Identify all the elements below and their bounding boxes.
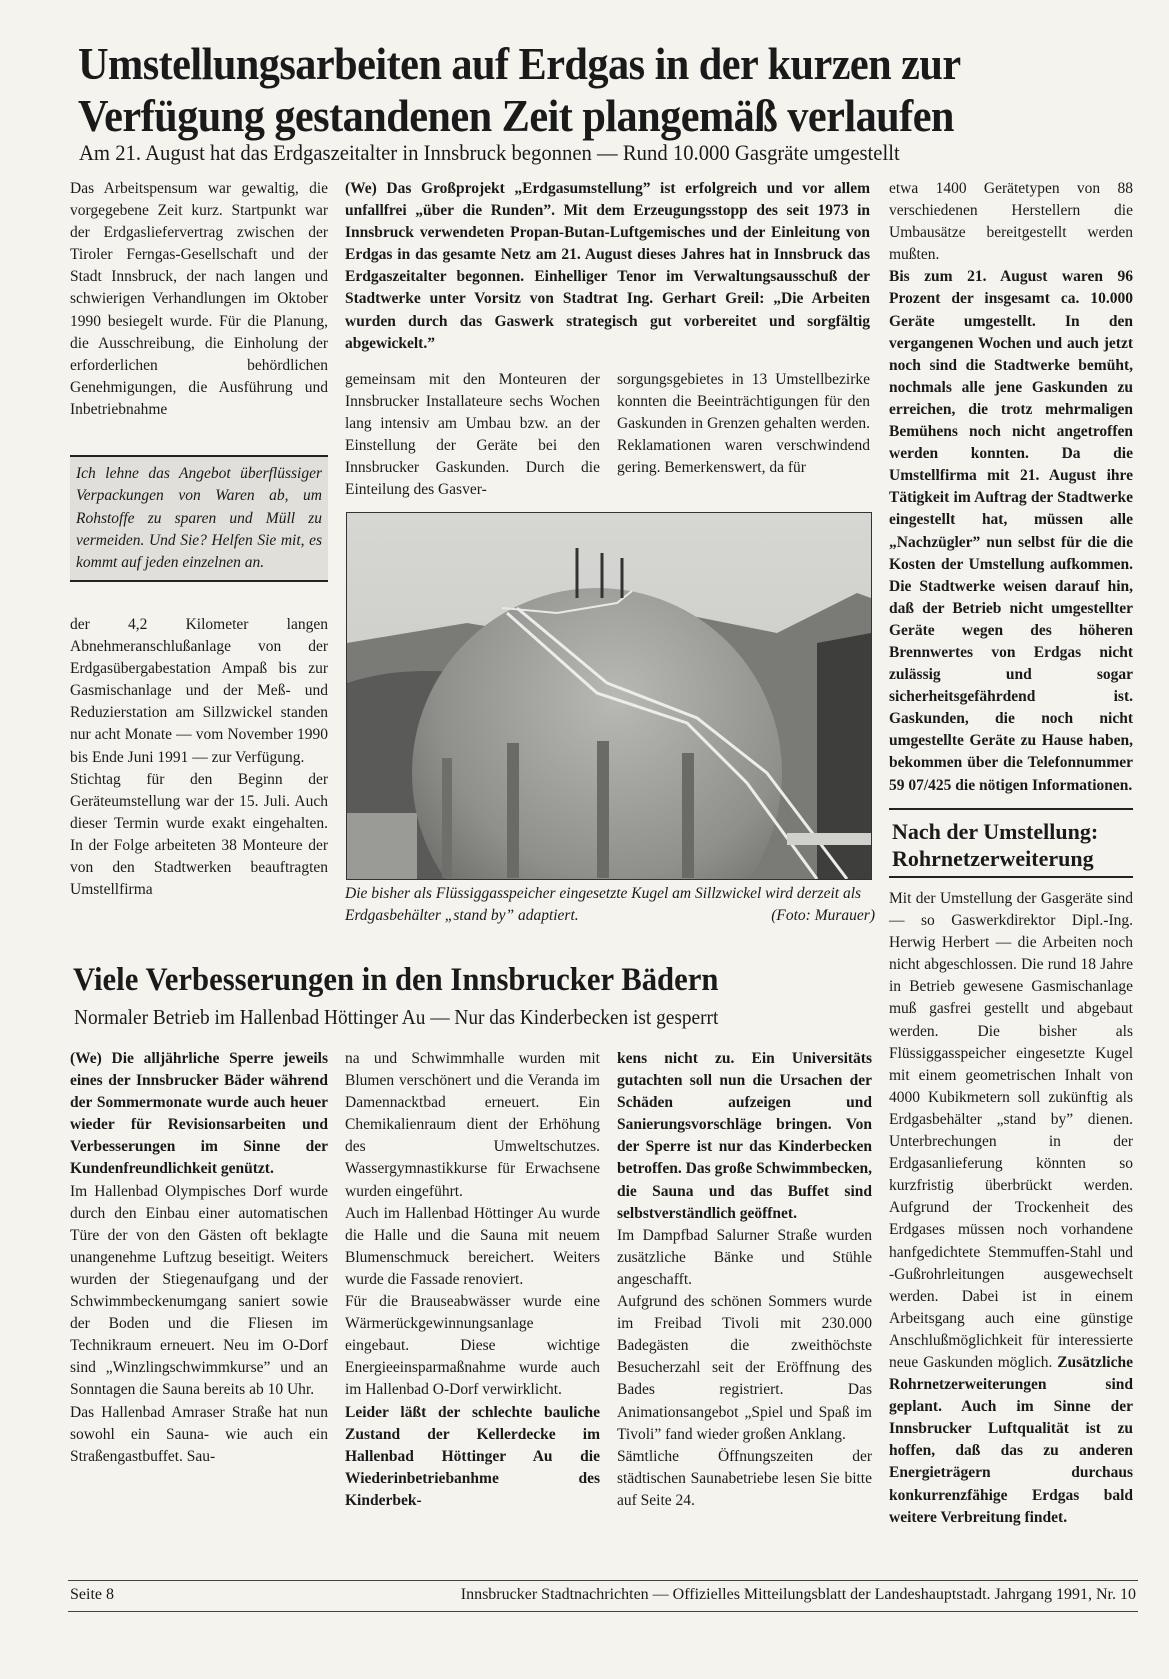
paragraph <box>889 888 1133 1529</box>
gas-sphere-photo <box>346 512 872 880</box>
article2-column3 <box>617 1048 872 1512</box>
footer-top-rule <box>68 1580 1138 1581</box>
sidebar-text: Mit der Umstellung der Gasgeräte sind — so Gaswerkdirektor Dipl.-Ing. Herwig Herbert — die Arbeiten noch nicht abgeschlossen. Die rund 18 Jahre in Betrieb gewesene Gasmischanlage muß gasfrei gestellt und abgebaut werden. Die bisher als Flüssiggasspeicher eingesetzte Kugel mit einem geometrischen Inhalt von 4000 Kubikmetern soll zukünftig als Erdgasbehälter „stand by” dienen. Unterbrechungen in der Erdgasanlieferung könnten so kurzfristig überbrückt werden. Aufgrund der Trockenheit des Erdgases müssen noch vorhandene hanfgedichtete Stemmuffen-Stahl und -Gußrohrleitungen ausgewechselt werden. Dabei ist in einem Arbeitsgang auch eine günstige Anschlußmöglichkeit für interessierte neue Gaskunden möglich. <box>889 890 1133 1371</box>
photo-illustration <box>347 513 871 879</box>
article2-subtitle: Normaler Betrieb im Hallenbad Höttinger Au — Nur das Kinderbecken ist gesperrt <box>74 1005 719 1029</box>
article1-column2a <box>345 369 600 502</box>
sidebar-bold-text: Zusätzliche Rohrnetzerweiterungen sind geplant. Auch im Sinne der Innsbrucker Luftqualität ist zu hoffen, daß das zu anderen Energieträgern durchaus konkurrenzfähige Erdgas bald weitere Verbreitung findet. <box>889 1353 1133 1526</box>
paragraph: Im Dampfbad Salurner Straße wurden zusätzliche Bänke und Stühle angeschafft. <box>617 1226 872 1288</box>
bold-paragraph: Leider läßt der schlechte bauliche Zustand der Kellerdecke im Hallenbad Höttinger Au die Wiederinbetriebanhme des Kinderbek- <box>345 1403 600 1509</box>
lead-paragraph: (We) Das Großprojekt „Erdgasumstellung” ist erfolgreich und vor allem unfallfrei „über die Runden”. Mit dem Erzeugungsstopp des seit 1973 in Innsbruck verwendeten Propan-Butan-Luftgemisches und der Einleitung von Erdgas in das gesamte Netz am 21. August dieses Jahres hat in Innsbruck das Erdgaszeitalter begonnen. Einhelliger Tenor im Verwaltungsausschuß der Stadtwerke unter Vorsitz von Stadtrat Ing. Gerhart Greil: „Die Arbeiten wurden durch das Gaswerk strategisch gut vorbereitet und sorgfältig abgewickelt.” <box>345 180 870 352</box>
publication-line: Innsbrucker Stadtnachrichten — Offizielles Mitteilungsblatt der Landeshauptstadt. Jahrgang 1991, Nr. 10 <box>460 1586 1136 1603</box>
article2-column2 <box>345 1048 600 1512</box>
article2-column1 <box>70 1048 328 1468</box>
headline-line-1: Umstellungsarbeiten auf Erdgas in der kurzen zur <box>78 38 961 89</box>
sidebar-top-rule <box>889 808 1133 810</box>
paragraph: gemeinsam mit den Monteuren der Innsbrucker Installateure sechs Wochen lang intensiv am Umbau bzw. an der Einstellung der Geräte bei den Innsbrucker Gaskunden. Durch die Einteilung des Gasver- <box>345 371 600 499</box>
paragraph: Sämtliche Öffnungszeiten der städtischen Saunabetriebe lesen Sie bitte auf Seite 24. <box>617 1447 872 1509</box>
sidebar-heading-line-2: Rohrnetzerweiterung <box>892 846 1094 871</box>
headline-subtitle: Am 21. August hat das Erdgaszeitalter in Innsbruck begonnen — Rund 10.000 Gasgräte umgestellt <box>79 140 900 165</box>
sidebar-heading <box>892 818 1098 872</box>
paragraph: der 4,2 Kilometer langen Abnehmeranschlußanlage von der Erdgasübergabestation Ampaß bis zur Gasmischanlage und der Meß- und Reduzierstation am Sillzwickel standen nur acht Monate — vom November 1990 bis Ende Juni 1991 — zur Verfügung. <box>70 616 328 766</box>
paragraph: Im Hallenbad Olympisches Dorf wurde durch den Einbau einer automatischen Türe der von den Gästen oft beklagte unangenehme Luftzug beseitigt. Weiters wurden der Stiegenaufgang und der Schwimmbeckenumgang saniert sowie der Boden und die Fliesen im Technikraum erneuert. Neu im O-Dorf sind „Winzlingschwimmkurse” und an Sonntagen die Sauna bereits ab 10 Uhr. <box>70 1182 328 1399</box>
headline <box>78 38 1053 142</box>
paragraph: Stichtag für den Beginn der Geräteumstellung war der 15. Juli. Auch dieser Termin wurde exakt eingehalten. In der Folge arbeiteten 38 Monteure der von den Stadtwerken beauftragten Umstellfirma <box>70 770 328 899</box>
paragraph: sorgungsgebietes in 13 Umstellbezirke konnten die Beeinträchtigungen für den Gaskunden in Grenzen gehalten werden. Reklamationen waren verschwindend gering. Bemerkenswert, da für <box>617 371 870 477</box>
paragraph: etwa 1400 Gerätetypen von 88 verschiedenen Herstellern die Umbausätze bereitgestellt werden mußten. <box>889 180 1133 264</box>
page-footer <box>70 1585 1136 1605</box>
paragraph: Für die Brauseabwässer wurde eine Wärmerückgewinnungsanlage eingebaut. Diese wichtige Energieeinsparmaßnahme wurde auch im Hallenbad O-Dorf verwirklicht. <box>345 1293 600 1399</box>
article1-column1-continued <box>70 614 328 901</box>
page-number: Seite 8 <box>70 1586 114 1603</box>
bold-paragraph: Bis zum 21. August waren 96 Prozent der insgesamt ca. 10.000 Geräte umgestellt. In den vergangenen Wochen und auch jetzt noch sind die Stadtwerke bemüht, nochmals alle jene Gaskunden zu erreichen, die trotz mehrmaligen Bemühens noch nicht angetroffen werden konnten. Da die Umstellfirma mit 21. August ihre Tätigkeit im Auftrag der Stadtwerke eingestellt hat, müssen alle „Nachzügler” nun selbst für die die Kosten der Umstellung aufkommen. Die Stadtwerke weisen darauf hin, daß der Betrieb nicht umgestellter Geräte wegen des höheren Brennwertes von Erdgas nicht zulässig und sogar sicherheitsgefährdend ist. Gaskunden, die noch nicht umgestellte Geräte zu Hause haben, bekommen über die Telefonnummer 59 07/425 die nötigen Informationen. <box>889 268 1133 794</box>
lead-paragraph: (We) Die alljährliche Sperre jeweils eines der Innsbrucker Bäder während der Sommermonate wurde auch heuer wieder für Revisionsarbeiten und Verbesserungen im Sinne der Kundenfreundlichkeit genützt. <box>70 1050 328 1178</box>
caption-text: Die bisher als Flüssiggasspeicher eingesetzte Kugel am Sillzwickel wird derzeit als Erdgasbehälter „stand by” adaptiert. <box>345 885 862 924</box>
paragraph: Das Arbeitspensum war gewaltig, die vorgegebene Zeit kurz. Startpunkt war der Erdgasliefervertrag zwischen der Tiroler Ferngas-Gesellschaft und der Stadt Innsbruck, der nach langen und schwierigen Verhandlungen im Oktober 1990 besiegelt wurde. Für die Planung, die Ausschreibung, die Einholung der erforderlichen behördlichen Genehmigungen, die Ausführung und Inbetriebnahme <box>70 180 328 418</box>
article1-column1-intro <box>70 178 328 421</box>
sidebar-heading-rule <box>889 876 1133 878</box>
sidebar-heading-line-1: Nach der Umstellung: <box>892 819 1099 844</box>
article2-headline: Viele Verbesserungen in den Innsbrucker Bädern <box>73 962 719 998</box>
article1-column3 <box>889 178 1133 797</box>
environment-callout-box <box>70 455 328 582</box>
paragraph: na und Schwimmhalle wurden mit Blumen verschönert und die Veranda im Damennacktbad erneuert. Ein Chemikalienraum dient der Erhöhung des Umweltschutzes. Wassergymnastikkurse für Erwachsene wurden eingeführt. <box>345 1050 600 1200</box>
paragraph: Auch im Hallenbad Höttinger Au wurde die Halle und die Sauna mit neuem Blumenschmuck bereichert. Weiters wurde die Fassade renoviert. <box>345 1204 600 1288</box>
sidebar-body <box>889 888 1133 1529</box>
callout-text: Ich lehne das Angebot überflüssiger Verpackungen von Waren ab, um Rohstoffe zu sparen und Müll zu vermeiden. Und Sie? Helfen Sie mit, es kommt auf jeden einzelnen an. <box>76 465 322 572</box>
photo-caption <box>345 883 875 927</box>
paragraph: Das Hallenbad Amraser Straße hat nun sowohl ein Sauna- wie auch ein Straßengastbuffet. Sau- <box>70 1403 328 1465</box>
paragraph: Aufgrund des schönen Sommers wurde im Freibad Tivoli mit 230.000 Badegästen die zweithöchste Besucherzahl seit der Eröffnung des Bades registriert. Das Animationsangebot „Spiel und Spaß im Tivoli” fand wieder großen Anklang. <box>617 1293 872 1443</box>
article1-column2b <box>617 369 870 479</box>
footer-bottom-rule <box>68 1611 1138 1612</box>
photo-credit: (Foto: Murauer) <box>771 907 875 924</box>
headline-line-2: Verfügung gestandenen Zeit plangemäß verlaufen <box>78 90 954 141</box>
article1-lead <box>345 178 870 355</box>
bold-paragraph: kens nicht zu. Ein Universitäts gutachten soll nun die Ursachen der Schäden aufzeigen und Sanierungsvorschläge bringen. Von der Sperre ist nur das Kinderbecken betroffen. Das große Schwimmbecken, die Sauna und das Buffet sind selbstverständlich geöffnet. <box>617 1050 872 1222</box>
